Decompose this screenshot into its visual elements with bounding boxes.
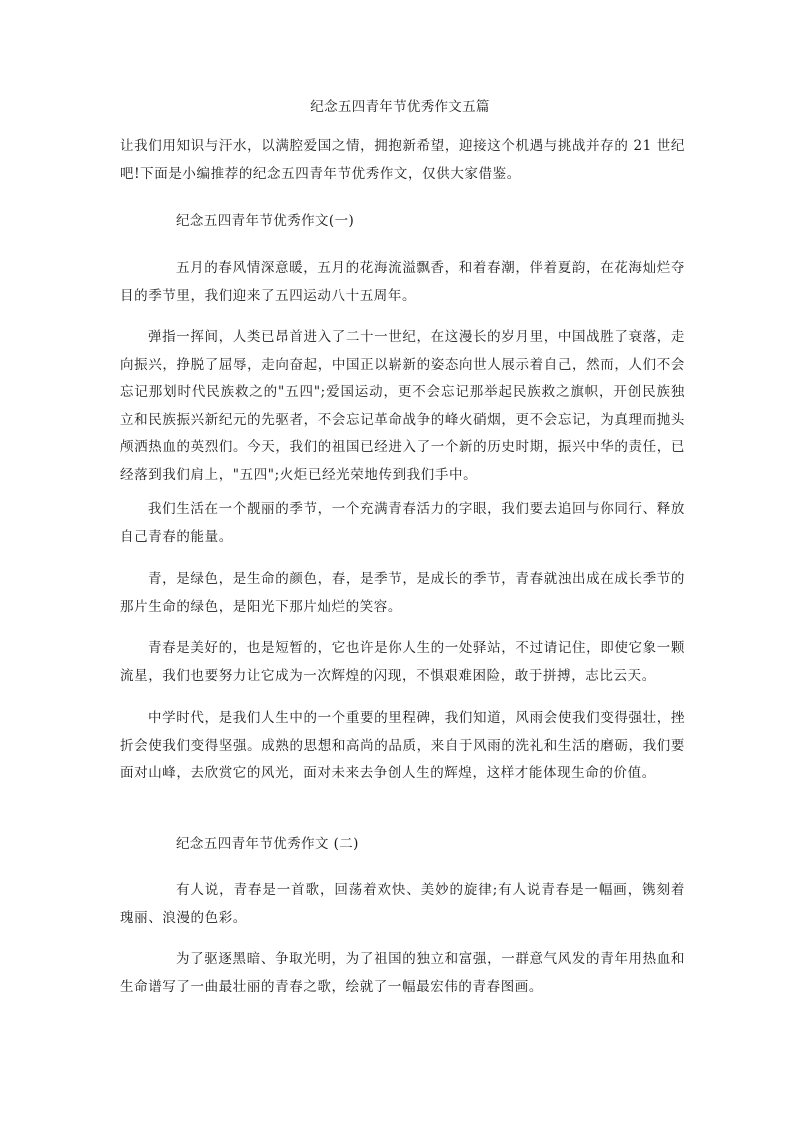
section-1-heading: 纪念五四青年节优秀作文(一) (176, 213, 355, 229)
section-1-paragraph: 五月的春风情深意暖，五月的花海流溢飘香，和着春潮，伴着夏韵，在花海灿烂夺目的季节里，我们迎来了五四运动八十五周年。 (120, 260, 685, 304)
section-1-paragraph: 我们生活在一个靓丽的季节，一个充满青春活力的字眼，我们要去追回与你同行、释放自己青春的能量。 (120, 501, 685, 545)
intro-paragraph: 让我们用知识与汗水，以满腔爱国之情，拥抱新希望，迎接这个机遇与挑战并存的 21 世纪吧!下面是小编推荐的纪念五四青年节优秀作文，仅供大家借鉴。 (120, 138, 685, 182)
section-1-paragraph: 弹指一挥间，人类已昂首进入了二十一世纪，在这漫长的岁月里，中国战胜了衰落，走向振兴，挣脱了屈辱，走向奋起，中国正以崭新的姿态向世人展示着自己，然而，人们不会忘记那划时代民族救之的"五四";爱国运动，更不会忘记那举起民族救之旗帜，开创民族独立和民族振兴新纪元的先驱者，不会忘记革命战争的峰火硝烟，更不会忘记，为真理而抛头颅洒热血的英烈们。今天，我们的祖国已经进入了一个新的历史时期，振兴中华的责任，已经落到我们肩上，"五四";火炬已经光荣地传到我们手中。 (120, 329, 685, 483)
section-2-heading: 纪念五四青年节优秀作文 (二) (176, 836, 359, 852)
section-1-paragraph: 青春是美好的，也是短暂的，它也许是你人生的一处驿站，不过请记住，即使它象一颗流星，我们也要努力让它成为一次辉煌的闪现，不惧艰难困险，敢于拼搏，志比云天。 (120, 640, 685, 684)
section-2-paragraph: 为了驱逐黑暗、争取光明，为了祖国的独立和富强，一群意气风发的青年用热血和生命谱写了一曲最壮丽的青春之歌，绘就了一幅最宏伟的青春图画。 (120, 951, 685, 995)
section-2-paragraph: 有人说，青春是一首歌，回荡着欢快、美妙的旋律;有人说青春是一幅画，镌刻着瑰丽、浪漫的色彩。 (120, 882, 685, 926)
document-title: 纪念五四青年节优秀作文五篇 (310, 99, 490, 115)
section-1-paragraph: 中学时代，是我们人生中的一个重要的里程碑，我们知道，风雨会使我们变得强壮，挫折会使我们变得坚强。成熟的思想和高尚的品质，来自于风雨的洗礼和生活的磨砺，我们要面对山峰，去欣赏它的风光，面对未来去争创人生的辉煌，这样才能体现生命的价值。 (120, 710, 685, 781)
section-1-paragraph: 青，是绿色，是生命的颜色，春，是季节，是成长的季节，青春就浊出成在成长季节的那片生命的绿色，是阳光下那片灿烂的笑容。 (120, 571, 685, 615)
